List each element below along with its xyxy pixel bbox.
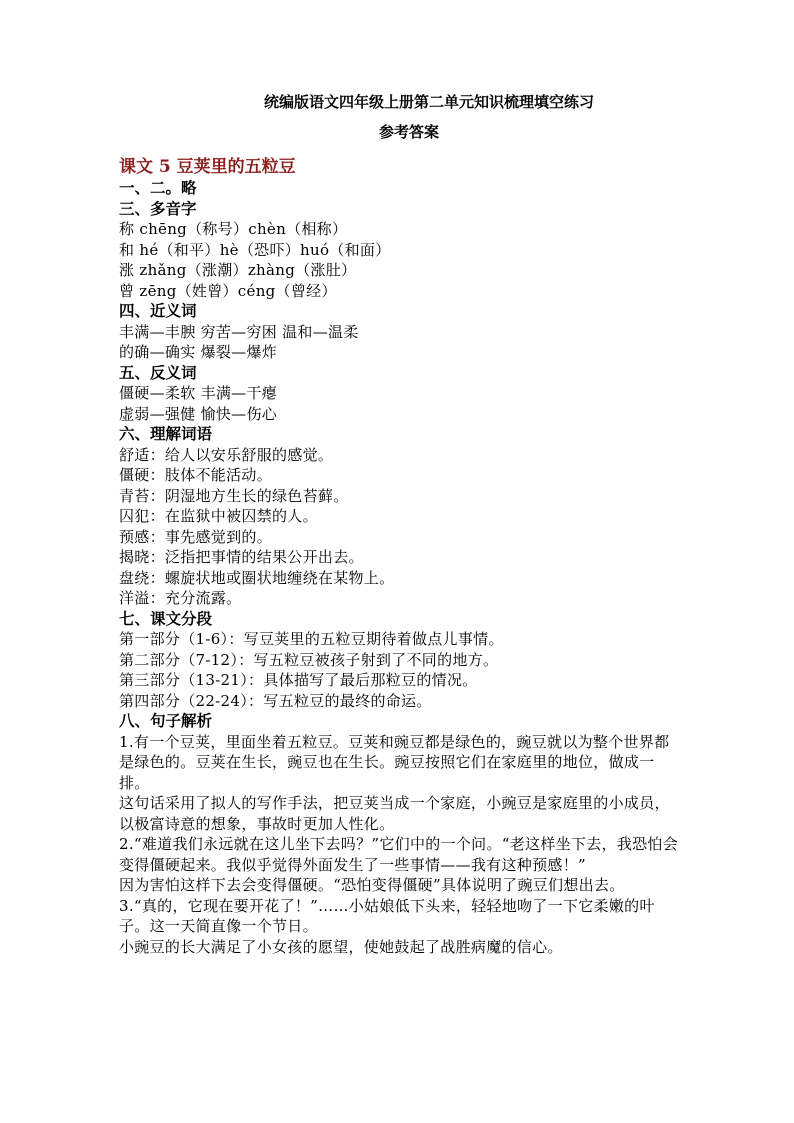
document-subtitle: 参考答案 [378,123,439,141]
text-line: 预感：事先感觉到的。 [119,527,273,546]
text-line: 第一部分（1-6）：写豆荚里的五粒豆期待着做点儿事情。 [119,630,504,648]
section-polyphonic [119,199,679,302]
text-line: 和 hé（和平）hè（恐吓）huó（和面） [119,240,391,259]
text-line: 称 chēng（称号）chèn（相称） [119,220,348,238]
section-vocabulary [119,424,679,609]
section-heading: 八、句子解析 [119,711,213,730]
text-line: 囚犯：在监狱中被囚禁的人。 [119,507,318,525]
text-line: 丰满—丰腴 穷苦—穷困 温和—温柔 [119,322,359,341]
section-heading: 三、多音字 [119,198,197,218]
section-heading: 四、近义词 [119,301,197,320]
text-line: 盘绕：螺旋状地或圈状地缠绕在某物上。 [119,568,395,587]
text-line: 青苔：阴湿地方生长的绿色苔藓。 [119,486,349,505]
text-line: 揭晓：泛指把事情的结果公开出去。 [119,548,364,566]
text-line: 第四部分（22-24）：写五粒豆的最终的命运。 [119,691,432,710]
section-heading: 一、二。略 [119,178,197,197]
section-1 [119,178,679,199]
text-line: 的确—确实 爆裂—爆炸 [119,343,278,361]
text-paragraph: 小豌豆的长大满足了小女孩的愿望，使她鼓起了战胜病魔的信心。 [119,937,563,956]
text-line: 洋溢：充分流露。 [119,589,242,607]
section-paragraphs [119,609,679,712]
section-sentence-analysis [119,711,679,957]
text-line: 第三部分（13-21）：具体描写了最后那粒豆的情况。 [119,671,478,689]
text-line: 僵硬：肢体不能活动。 [119,466,273,484]
text-line: 虚弱—强健 愉快—伤心 [119,404,278,423]
document-page [119,92,679,957]
text-line: 涨 zhǎng（涨潮）zhàng（涨肚） [119,261,357,279]
text-line: 舒适：给人以安乐舒服的感觉。 [119,445,334,464]
text-line: 僵硬—柔软 丰满—干瘪 [119,384,278,402]
text-paragraph: 因为害怕这样下去会变得僵硬。“恐怕变得僵硬”具体说明了豌豆们想出去。 [119,876,625,894]
text-paragraph: 3.“真的，它现在要开花了！”……小姑娘低下头来，轻轻地吻了一下它柔嫩的叶子。这一天简直像一个节日。 [119,896,655,935]
section-synonyms [119,301,679,363]
document-title: 统编版语文四年级上册第二单元知识梳理填空练习 [263,93,594,111]
text-paragraph: 这句话采用了拟人的写作手法，把豆荚当成一个家庭，小豌豆是家庭里的小成员，以极富诗意的想象，事故时更加人性化。 [119,794,670,833]
text-line: 曾 zēng（姓曾）céng（曾经） [119,281,337,300]
section-antonyms [119,363,679,425]
section-heading: 七、课文分段 [119,608,213,628]
text-paragraph: 1.有一个豆荚，里面坐着五粒豆。豆荚和豌豆都是绿色的，豌豆就以为整个世界都是绿色的。豆荚在生长，豌豆也在生长。豌豆按照它们在家庭里的地位，做成一排。 [119,732,670,792]
section-heading: 五、反义词 [119,362,197,382]
text-line: 第二部分（7-12）：写五粒豆被孩子射到了不同的地方。 [119,650,499,669]
text-paragraph: 2.“难道我们永远就在这儿坐下去吗？”它们中的一个问。“老这样坐下去，我恐怕会变得僵硬起来。我似乎觉得外面发生了一些事情——我有这种预感！” [119,835,679,874]
section-heading: 六、理解词语 [119,424,213,443]
lesson-title: 课文 5 豆荚里的五粒豆 [119,157,296,177]
